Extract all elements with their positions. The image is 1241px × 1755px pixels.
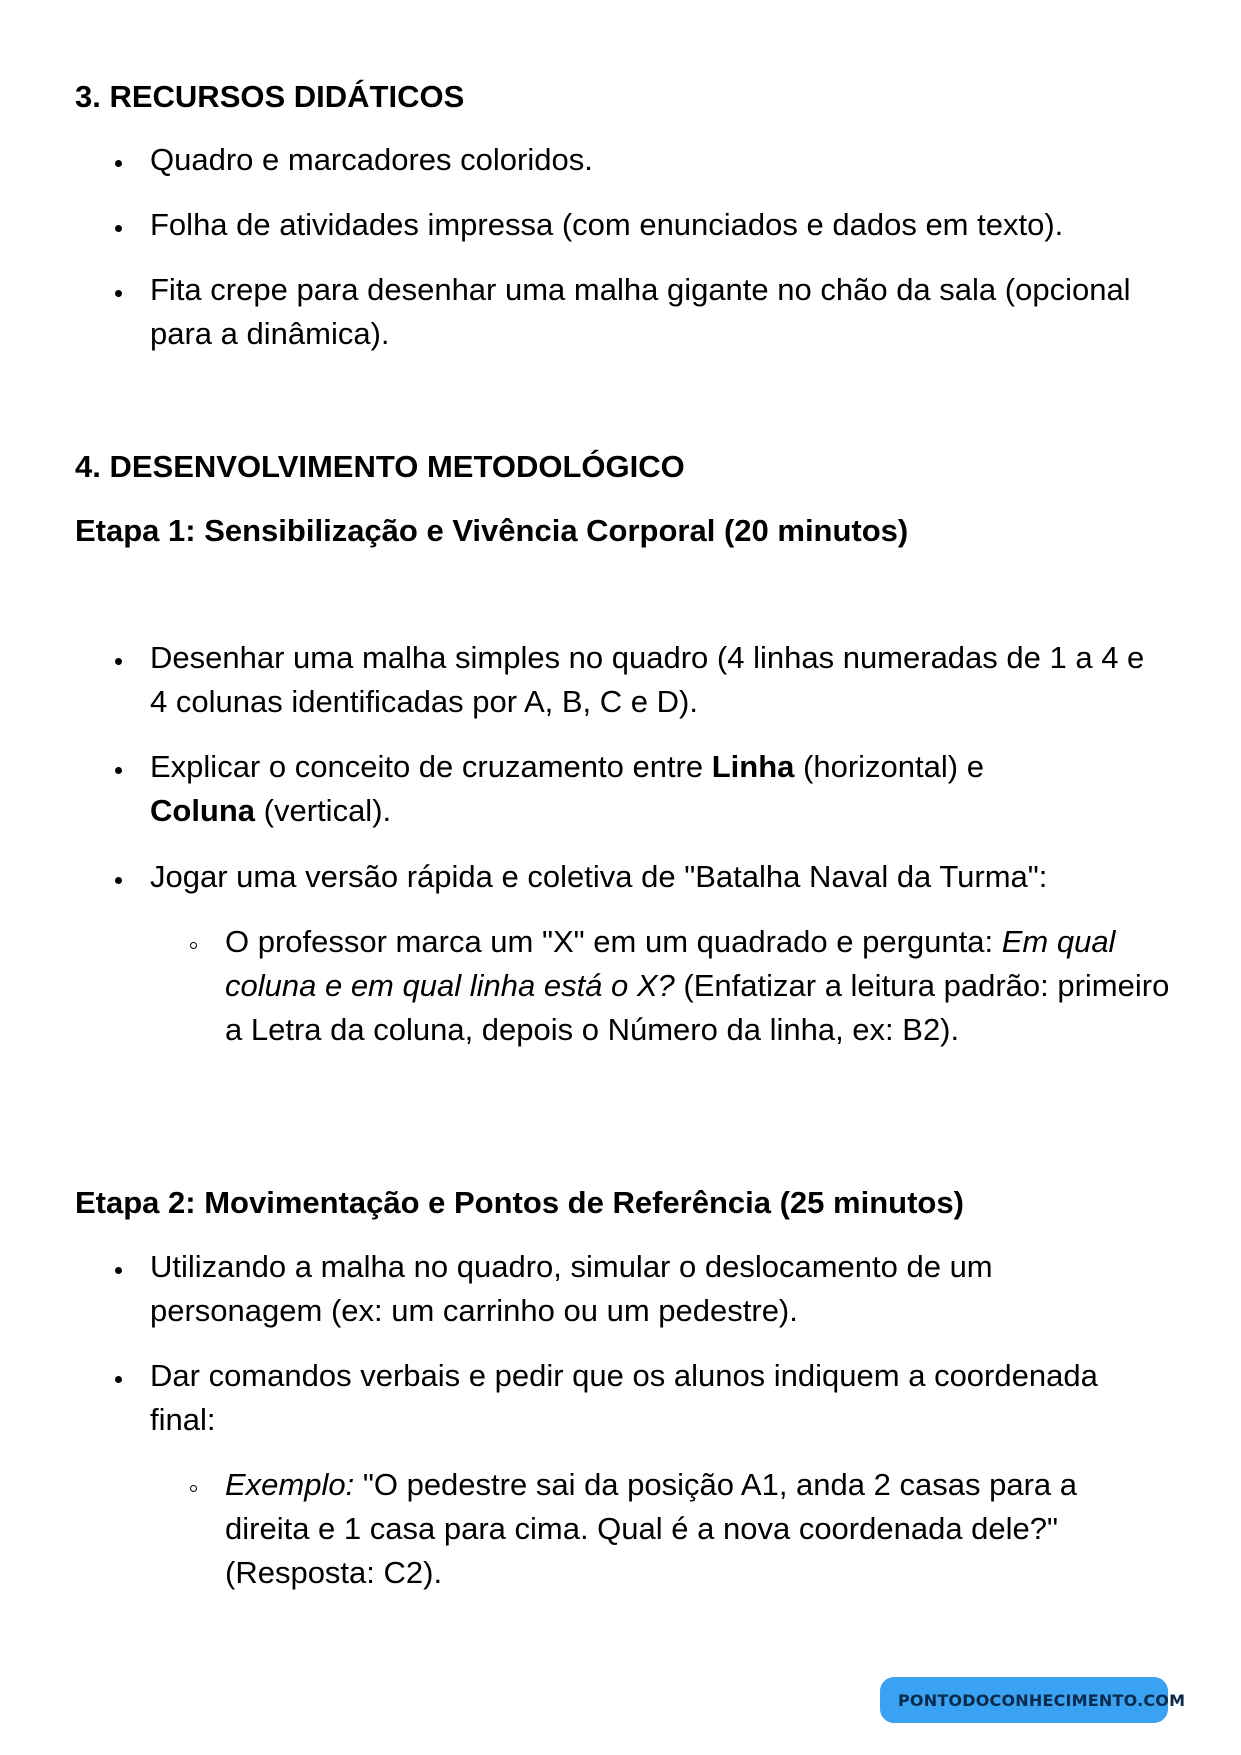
stage-2-subitem-1: Exemplo: "O pedestre sai da posição A1, anda 2 casas para a direita e 1 casa para cima. Qual é a nova coordenada dele?" (Resposta: C2). <box>225 1467 1077 1590</box>
brand-text: PONTODOCONHECIMENTO.COM <box>898 1690 1186 1710</box>
stage-2-item-2: Dar comandos verbais e pedir que os alunos indiquem a coordenada final: <box>150 1358 1098 1437</box>
bullet <box>115 1267 122 1274</box>
resource-item-2: Folha de atividades impressa (com enunciados e dados em texto). <box>150 207 1064 242</box>
coluna-term: Coluna <box>150 793 256 828</box>
stage-2-heading: Etapa 2: Movimentação e Pontos de Referência (25 minutos) <box>75 1185 964 1220</box>
bullet <box>115 658 122 665</box>
resource-item-3: Fita crepe para desenhar uma malha gigante no chão da sala (opcional para a dinâmica). <box>150 272 1131 351</box>
resource-item-1: Quadro e marcadores coloridos. <box>150 142 593 177</box>
sub-bullet <box>190 942 197 949</box>
stage-1-heading: Etapa 1: Sensibilização e Vivência Corporal (20 minutos) <box>75 513 909 548</box>
stage-1-subitem-1: O professor marca um "X" em um quadrado e pergunta: Em qual coluna e em qual linha está o X? (Enfatizar a leitura padrão: primeiro a Letra da coluna, depois o Número da linha, ex: B2). <box>225 924 1170 1047</box>
stage-1-item-3: Jogar uma versão rápida e coletiva de "Batalha Naval da Turma": <box>150 859 1048 894</box>
bullet <box>115 877 122 884</box>
bullet <box>115 1376 122 1383</box>
bullet <box>115 225 122 232</box>
bullet <box>115 160 122 167</box>
stage-1-item-1: Desenhar uma malha simples no quadro (4 linhas numeradas de 1 a 4 e 4 colunas identificadas por A, B, C e D). <box>150 640 1145 719</box>
site-badge[interactable] <box>880 1677 1186 1723</box>
stage-1-item-2: Explicar o conceito de cruzamento entre Linha (horizontal) e Coluna (vertical). <box>150 749 984 828</box>
question-text: Em qual coluna e em qual linha está o X? <box>225 924 1116 1003</box>
sub-bullet <box>190 1485 197 1492</box>
bullet <box>115 767 122 774</box>
stage-2-item-1: Utilizando a malha no quadro, simular o deslocamento de um personagem (ex: um carrinho ou um pedestre). <box>150 1249 993 1328</box>
section-4-heading: 4. DESENVOLVIMENTO METODOLÓGICO <box>75 449 685 484</box>
bullet <box>115 290 122 297</box>
section-3-heading: 3. RECURSOS DIDÁTICOS <box>75 79 465 114</box>
linha-term: Linha <box>711 749 795 784</box>
example-label: Exemplo: <box>225 1467 355 1502</box>
